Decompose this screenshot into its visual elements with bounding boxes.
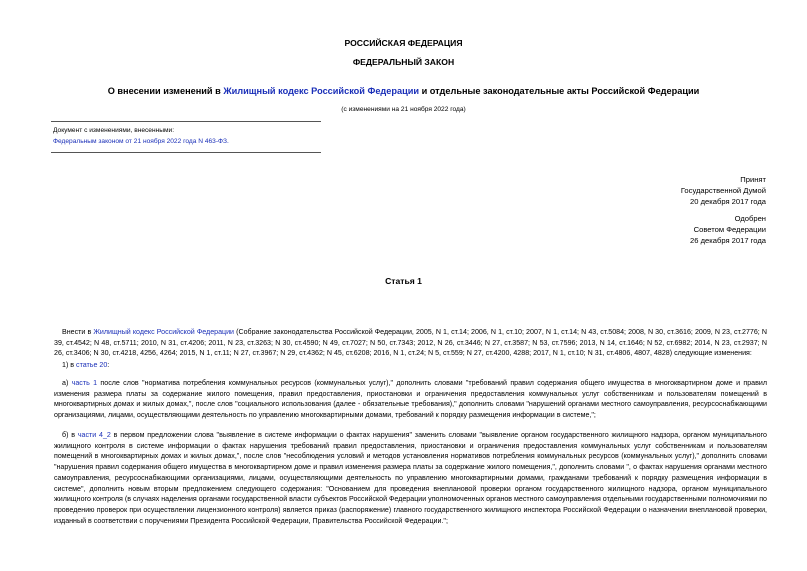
subitem-b-text: в первом предложении слова "выявление в системе информации о фактах нарушения" заменить словами "выявление органом государственного жилищного надзора, органом муниципального жилищного контроля в системе информации о фактах нарушения требований правил предоставления, приостановки и ограничения предоставления коммунальных услуг собственникам и пользователям помещений в многоквартирных домах и жилых домах,", после слов "несоблюдения условий и методов установления нормативов потребления коммунальных ресурсов (коммунальных услуг)," дополнить словами "нарушения правил содержания общего имущества в многоквартирном доме и правил изменения размера платы за содержание жилого помещения,", дополнить словами ", о фактах нарушения органами местного самоуправления, ресурсоснабжающими организациями, лицами, осуществляющими деятельность по управлению многоквартирными домами, гражданами требований к порядку размещения информации в системе", дополнить новым вторым предложением следующего содержания: "Основанием для проведения внеплановой проверки органом государственного жилищного надзора, органом муниципального жилищного контроля (в случаях наделения органами государственной власти субъектов Российской Федерации уполномоченных органов местного самоуправления отдельными государственными полномочиями по проведению проверок при осуществлении лицензионного контроля) является приказ (распоряжение) главного государственного жилищного инспектора Российской Федерации о назначении внеплановой проверки, изданный в соответствии с поручениями Президента Российской Федерации, Правительства Российской Федерации."; <box>54 431 767 525</box>
law-title-prefix: О внесении изменений в <box>107 86 224 96</box>
adoption-duma <box>681 174 766 207</box>
intro-rest: (Собрание законодательства Российской Федерации, 2005, N 1, ст.14; 2006, N 1, ст.10; 2007, N 1, ст.14; N 43, ст.5084; 2008, N 30, ст.3616; 2009, N 23, ст.2776; N 39, ст.4542; N 48, ст.5711; 2010, N 31, ст.4206; 2011, N 23, ст.3263; N 30, ст.4590; N 49, ст.7027; N 50, ст.7343; 2012, N 26, ст.3446; N 27, ст.3587; N 53, ст.7596; 2013, N 14, ст.1646; N 52, ст.6982; 2014, N 23, ст.2937; N 26, ст.3406; N 30, ст.4218, 4256, 4264; 2015, N 1, ст.11; N 27, ст.3967; N 29, ст.4362; N 45, ст.6208; 2016, N 1, ст.24; N 5, ст.559; N 27, ст.4200, 4288; 2017, N 1, ст.10; N 31, ст.4806, 4807, 4828) следующие изменения: <box>54 328 767 358</box>
item-1 <box>54 360 767 371</box>
article-heading: Статья 1 <box>385 276 422 286</box>
subitem-b-prefix: б) в <box>62 431 78 439</box>
accepted-label: Принят <box>740 175 766 184</box>
amendments-label: Документ с изменениями, внесенными: <box>53 127 175 134</box>
article-intro <box>54 327 767 359</box>
approved-by: Советом Федерации <box>693 225 766 234</box>
part-4-2-link[interactable]: части 4_2 <box>77 431 111 439</box>
adoption-federation-council <box>690 213 766 246</box>
housing-code-link[interactable]: Жилищный кодекс Российской Федерации <box>223 86 420 96</box>
article-20-link[interactable]: статье 20 <box>76 361 108 369</box>
law-title <box>0 86 807 96</box>
revision-note: (с изменениями на 21 ноября 2022 года) <box>341 106 466 113</box>
law-type-heading: ФЕДЕРАЛЬНЫЙ ЗАКОН <box>352 57 455 67</box>
approved-label: Одобрен <box>734 214 766 223</box>
item1-prefix: 1) в <box>62 361 77 369</box>
amendments-top-rule <box>51 121 321 122</box>
subitem-b <box>54 430 767 526</box>
law-title-suffix: и отдельные законодательные акты Российской Федерации <box>419 86 700 96</box>
intro-code-link[interactable]: Жилищный кодекс Российской Федерации <box>93 328 235 336</box>
accepted-by: Государственной Думой <box>680 186 766 195</box>
subitem-a <box>54 378 767 421</box>
part-1-link[interactable]: часть 1 <box>71 379 98 387</box>
amendment-law-link[interactable]: Федеральным законом от 21 ноября 2022 года N 463-ФЗ. <box>53 138 229 145</box>
accepted-date: 20 декабря 2017 года <box>690 197 766 206</box>
country-heading: РОССИЙСКАЯ ФЕДЕРАЦИЯ <box>344 38 463 48</box>
intro-prefix: Внести в <box>62 328 94 336</box>
amendments-bottom-rule <box>51 152 321 153</box>
item1-suffix: : <box>107 361 110 369</box>
approved-date: 26 декабря 2017 года <box>690 236 766 245</box>
subitem-a-prefix: а) <box>62 379 72 387</box>
subitem-a-text: после слов "норматива потребления коммунальных ресурсов (коммунальных услуг)," дополнить словами "требований правил содержания общего имущества в многоквартирном доме и правил изменения размера платы за содержание жилого помещения, правил предоставления, приостановки и ограничения предоставления коммунальных услуг собственникам и пользователям помещений в многоквартирных домах и жилых домах,", после слов "социального использования (далее - обязательные требования)," дополнить словами "нарушений органами местного самоуправления, ресурсоснабжающими организациями, лицами, осуществляющими деятельность по управлению многоквартирными домами, требований к порядку размещения информации в системе,"; <box>54 379 767 420</box>
amendments-box <box>53 125 229 147</box>
